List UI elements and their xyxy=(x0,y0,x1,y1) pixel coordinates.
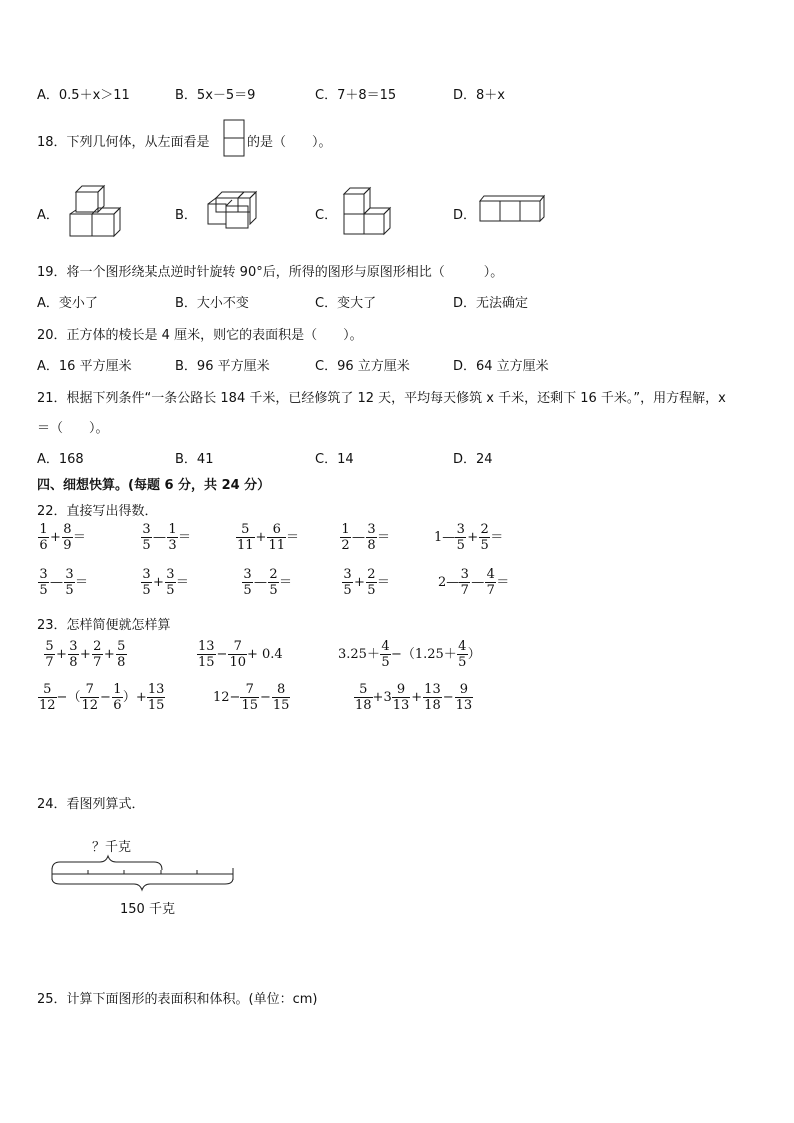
bottom-brace xyxy=(52,878,233,890)
q23-r2-expr3: $\frac{5}{18}$ +3 $\frac{9}{13}$ + $\frac{13}{18}$ − $\frac{9}{13}$ xyxy=(355,682,473,713)
q19-option-a: A．变小了 xyxy=(37,296,98,311)
q22-r2-expr3: $\frac{3}{5}$ — $\frac{2}{5}$ ＝ xyxy=(243,567,293,598)
q22-r2-expr5: 2— $\frac{3}{7}$ — $\frac{4}{7}$ ＝ xyxy=(438,567,510,598)
cube-stack-b-icon xyxy=(202,190,260,234)
cube-row-d-icon xyxy=(478,193,546,225)
q23-r1-expr1: $\frac{5}{7}$ + $\frac{3}{8}$ + $\frac{2}{7}$ + $\frac{5}{8}$ xyxy=(45,639,126,670)
q20-option-d: D．64 立方厘米 xyxy=(453,359,549,374)
q20-option-a: A．16 平方厘米 xyxy=(37,359,132,374)
cube-stack-a-icon xyxy=(66,184,126,240)
q22-r1-expr2: $\frac{3}{5}$ — $\frac{1}{3}$ ＝ xyxy=(142,522,192,553)
q22-r2-expr2: $\frac{3}{5}$ + $\frac{3}{5}$ ＝ xyxy=(142,567,189,598)
q21-option-d: D．24 xyxy=(453,452,493,467)
q22-r2-expr4: $\frac{3}{5}$ + $\frac{2}{5}$ ＝ xyxy=(343,567,390,598)
q24-stem: 24．看图列算式． xyxy=(37,797,145,812)
q17-option-a: A．0.5＋x＞11 xyxy=(37,88,130,103)
q19-stem: 19．将一个图形绕某点逆时针旋转 90°后，所得的图形与原图形相比（ ）。 xyxy=(37,265,504,280)
q22-stem: 22．直接写出得数． xyxy=(37,504,158,519)
q23-r1-expr3: 3.25＋ $\frac{4}{5}$ −（1.25＋ $\frac{4}{5}$ ） xyxy=(338,639,481,670)
q20-stem: 20．正方体的棱长是 4 厘米，则它的表面积是（ ）。 xyxy=(37,328,363,343)
q20-option-b: B．96 平方厘米 xyxy=(175,359,270,374)
section-title: 四、细想快算。(每题 6 分，共 24 分） xyxy=(37,478,271,493)
q18-option-a: A． xyxy=(37,208,59,223)
q23-r2-expr1: $\frac{5}{12}$ −（ $\frac{7}{12}$ − $\frac{1}{6}$ ）+ $\frac{13}{15}$ xyxy=(39,682,165,713)
q21-option-a: A．168 xyxy=(37,452,84,467)
cube-stack-c-icon xyxy=(338,186,394,238)
q22-r1-expr1: $\frac{1}{6}$ + $\frac{8}{9}$ ＝ xyxy=(39,522,86,553)
left-view-icon xyxy=(223,119,245,157)
q18-option-d: D． xyxy=(453,208,477,223)
top-brace xyxy=(52,856,162,870)
q23-stem: 23．怎样简便就怎样算 xyxy=(37,618,171,633)
q21-option-c: C．14 xyxy=(315,452,354,467)
segment-diagram xyxy=(48,852,238,894)
q24-top-label: ？千克 xyxy=(92,840,132,855)
q22-r1-expr3: $\frac{5}{11}$ + $\frac{6}{11}$ ＝ xyxy=(237,522,300,553)
q18-stem-suffix: 的是（ ）。 xyxy=(247,135,332,150)
q18-option-b: B． xyxy=(175,208,197,223)
q19-option-d: D．无法确定 xyxy=(453,296,529,311)
q17-option-d: D．8＋x xyxy=(453,88,505,103)
q19-option-c: C．变大了 xyxy=(315,296,377,311)
q22-r1-expr5: 1— $\frac{3}{5}$ + $\frac{2}{5}$ ＝ xyxy=(434,522,504,553)
q21-stem-line2: ＝（ ）。 xyxy=(37,421,109,436)
q22-r2-expr1: $\frac{3}{5}$ — $\frac{3}{5}$ ＝ xyxy=(39,567,89,598)
q22-r1-expr4: $\frac{1}{2}$ — $\frac{3}{8}$ ＝ xyxy=(341,522,391,553)
q17-option-c: C．7＋8＝15 xyxy=(315,88,397,103)
q18-stem-prefix: 18．下列几何体，从左面看是 xyxy=(37,135,210,150)
q20-option-c: C．96 立方厘米 xyxy=(315,359,410,374)
q23-r1-expr2: $\frac{13}{15}$ − $\frac{7}{10}$ + 0.4 xyxy=(198,639,283,670)
q17-option-b: B．5x－5＝9 xyxy=(175,88,256,103)
q19-option-b: B．大小不变 xyxy=(175,296,249,311)
q25-stem: 25．计算下面图形的表面积和体积。(单位：cm) xyxy=(37,992,318,1007)
q23-r2-expr2: 12− $\frac{7}{15}$ − $\frac{8}{15}$ xyxy=(213,682,290,713)
q24-bottom-label: 150 千克 xyxy=(120,902,175,917)
q21-option-b: B．41 xyxy=(175,452,214,467)
q18-option-c: C． xyxy=(315,208,338,223)
q21-stem-line1: 21．根据下列条件“一条公路长 184 千米，已经修筑了 12 天，平均每天修筑 x 千米，还剩下 16 千米。”，用方程解，x xyxy=(37,391,726,406)
